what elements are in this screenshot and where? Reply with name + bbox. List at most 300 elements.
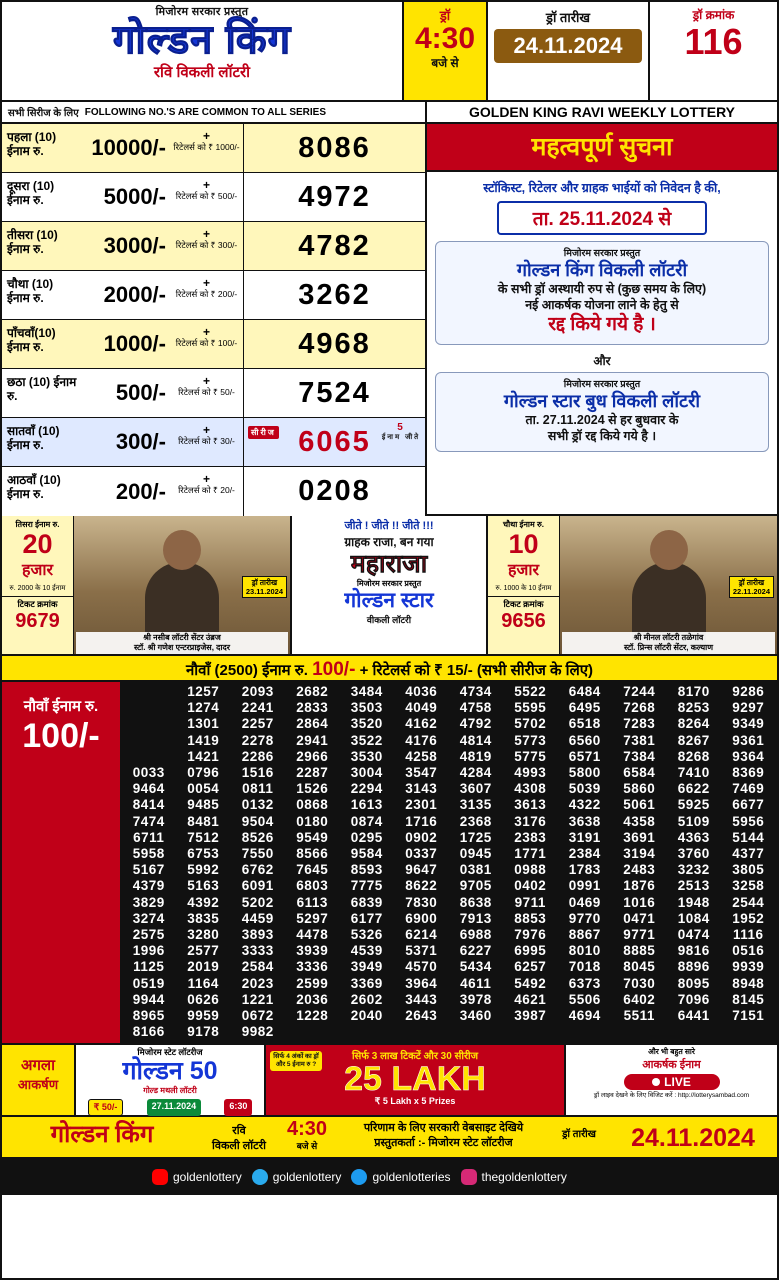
ninth-prize-number: 4284 [459,765,492,781]
ninth-prize-number: 0902 [405,829,438,845]
bottom-mid-line1: परिणाम के लिए सरकारी वेबसाइट देखिये [363,1122,524,1135]
ninth-prize-number: 9647 [405,862,438,878]
ninth-prize-number: 2278 [241,732,274,748]
live-note: ड्रॉ लाइव देखने के लिए विजिट करें : http://lotterysambad.com [593,1092,750,1100]
ninth-prize-number: 3443 [405,991,438,1007]
ninth-prize-number: 3520 [350,716,383,732]
winning-number: 3262 [298,278,371,311]
ninth-prize-number: 9364 [732,748,765,764]
notice-card2-lottery: गोल्डन स्टार बुध विकली लॉटरी [503,391,701,411]
ninth-prize-number: 6584 [623,765,656,781]
ninth-prize-section [2,682,777,1045]
next-attraction-line1: अगला [21,1057,55,1075]
winner-card [488,516,777,654]
ninth-prize-number: 3530 [350,748,383,764]
ninth-prize-number: 0469 [568,894,601,910]
golden50-side: गोल्ड मथली लॉटरी [143,1086,197,1096]
prize-amount: 500/- [115,380,166,405]
ninth-prize-number: 3949 [350,959,383,975]
ninth-prize-number: 6402 [623,991,656,1007]
ninth-prize-number: 2093 [241,684,274,699]
bottom-time [276,1117,338,1157]
ninth-prize-number: 8268 [677,748,710,764]
ninth-prize-number: 9297 [732,700,765,716]
golden50-date-chip: 27.11.2024 [147,1099,202,1116]
ninth-prize-number: 0381 [459,862,492,878]
ninth-prize-number: 0295 [350,829,383,845]
draw-time-value: 4:30 [414,22,476,55]
ninth-prize-number: 6753 [187,846,220,862]
ninth-prize-number: 6484 [568,684,601,699]
ninth-prize-number: 7244 [623,684,656,699]
ninth-prize-label: नौवाँ (2500) ईनाम रु. [185,662,308,679]
ninth-prize-number: 1716 [405,813,438,829]
ninth-prize-number: 3805 [732,862,765,878]
ninth-prize-number: 9771 [623,927,656,943]
notice-card-presenter: मिजोरम सरकार प्रस्तुत [563,248,641,259]
ninth-prize-number: 9464 [132,781,165,797]
ninth-prize-number: 7976 [514,927,547,943]
ninth-prize-number: 8045 [623,959,656,975]
ninth-prize-number: 6677 [732,797,765,813]
ninth-prize-number: 9982 [241,1024,274,1040]
notice-card-cancelled: रद्द किये गये है । [548,314,656,335]
ninth-prize-number: 1164 [187,975,219,991]
ninth-prize-number: 7645 [296,862,329,878]
ninth-prize-number: 1948 [677,894,710,910]
ninth-prize-number: 3691 [623,829,656,845]
winning-number: 8086 [298,131,371,164]
telegram-icon [252,1169,268,1185]
ninth-prize-number: 9549 [296,829,329,845]
notice-card2-presenter: मिजोरम सरकार प्रस्तुत [563,379,641,390]
lakh-caption: सिर्फ 3 लाख टिकटें और 30 सीरीज [351,1051,479,1063]
social-telegram[interactable] [242,1169,342,1185]
winner-prize-label: तिसरा ईनाम रु. [15,520,60,529]
youtube-icon [152,1169,168,1185]
lakh-side-note: सिर्फ 4 अंकों का ड्रॉ और 5 ईनाम रु ? [270,1051,322,1071]
ninth-prize-number: 2544 [732,894,765,910]
ninth-prize-number: 9770 [568,910,601,926]
ninth-prize-number: 1783 [568,862,601,878]
notice-card2-line1: ता. 27.11.2024 से हर बुधवार के [525,413,679,427]
ninth-prize-number: 0796 [187,765,220,781]
ninth-prize-number: 3004 [350,765,383,781]
ninth-prize-number: 7384 [623,748,656,764]
ninth-prize-number: 2241 [241,700,274,716]
ninth-prize-number: 5144 [732,829,765,845]
bottom-mid-line2: प्रस्तुतकर्ता :- मिजोरम स्टेट लॉटरीज [374,1137,513,1150]
ninth-prize-number: 1996 [132,943,165,959]
ninth-prize-number: 4363 [677,829,710,845]
live-line1: और भी बहुत सारे [648,1047,695,1057]
prize-row [2,271,425,320]
winner-name: श्री मीनल लॉटरी [633,633,680,642]
ninth-prize-number: 3194 [623,846,656,862]
ninth-prize-number: 5163 [187,878,220,894]
ninth-prize-number: 2023 [241,975,274,991]
ninth-prize-number: 2294 [350,781,383,797]
ninth-prize-number: 4308 [514,781,547,797]
winning-number: 0208 [298,475,371,507]
ninth-prize-number: 2599 [296,975,329,991]
winner-place: तळेगांव [681,633,704,642]
prize-name: पहला (10) ईनाम रु. [7,130,57,158]
ninth-prize-number: 0054 [187,781,220,797]
winner-caption [562,632,775,654]
prize-name: दूसरा (10) ईनाम रु. [7,179,55,207]
brand-title: गोल्डन किंग [112,18,292,62]
prize-name: छठा (10) ईनाम रु. [7,375,77,403]
ninth-prize-number: 2966 [296,748,329,764]
winner-draw-date-value: 23.11.2024 [245,587,283,596]
ninth-prize-number: 6227 [459,943,492,959]
lakh-subtext: ₹ 5 Lakh x 5 Prizes [374,1096,456,1107]
ninth-prize-number: 0868 [296,797,329,813]
ninth-prize-retailer: + रिटेलर्स को ₹ 15/- [359,662,473,679]
ninth-prize-number: 1274 [187,700,220,716]
ninth-prize-number: 1952 [732,910,765,926]
ninth-prize-number: 7283 [623,716,656,732]
social-instagram[interactable] [451,1169,567,1185]
ninth-sidebar-amount: 100/- [22,717,100,755]
ninth-prize-number: 1771 [514,846,547,862]
ninth-prize-number: 3547 [405,765,438,781]
retailer-bonus: + रिटेलर्स को ₹ 20/- [170,467,244,516]
ninth-prize-number: 2513 [677,878,710,894]
ninth-prize-number: 4611 [460,975,492,991]
winner-prize-footnote: रु. 1000 के 10 ईनाम [495,585,552,592]
ninth-prize-number: 8622 [405,878,438,894]
ninth-prize-number: 5371 [405,943,438,959]
ninth-prize-number: 9349 [732,716,765,732]
ninth-prize-number: 3835 [187,910,220,926]
ninth-prize-number: 0132 [241,797,274,813]
ninth-prize-number: 8253 [677,700,710,716]
ninth-prize-number: 9959 [187,1008,220,1024]
ninth-prize-number: 5039 [568,781,601,797]
ninth-prize-number: 1725 [459,829,492,845]
winner-strip [2,516,777,656]
ninth-prize-number: 3176 [514,813,547,829]
winner-photo [560,516,777,654]
ninth-prize-number: 6495 [568,700,601,716]
ninth-prize-number: 4734 [459,684,492,699]
ninth-prize-number: 3258 [732,878,765,894]
ninth-prize-number: 4036 [405,684,438,699]
winning-number: 7524 [298,376,371,409]
ninth-prize-number: 8948 [732,975,765,991]
ninth-prize-number: 6518 [568,716,601,732]
ninth-prize-number: 0474 [677,927,710,943]
prize-name: सातवाँ (10) ईनाम रु. [7,424,60,452]
prize-row [2,124,425,173]
winning-number [244,418,425,466]
ninth-prize-number: 2575 [132,927,165,943]
social-twitter[interactable] [341,1169,450,1185]
ninth-prize-number: 5860 [623,781,656,797]
ninth-prize-number: 3978 [459,991,492,1007]
ninth-prize-number: 8414 [132,797,165,813]
ninth-prize-number: 2577 [187,943,220,959]
ninth-prize-number: 4322 [568,797,601,813]
ninth-prize-number: 6900 [405,910,438,926]
live-badge-label: LIVE [664,1075,691,1090]
ninth-prize-number: 5958 [132,846,165,862]
ninth-prize-number: 5434 [459,959,492,975]
ninth-prize-number: 6571 [568,748,601,764]
social-instagram-handle: thegoldenlottery [481,1170,567,1185]
ninth-prize-number: 7381 [623,732,656,748]
ninth-prize-number: 2257 [241,716,274,732]
winner-name: श्री नसीब लॉटरी सेंटर [143,633,204,642]
ninth-prize-number: 4049 [405,700,438,716]
ninth-prize-number: 7030 [623,975,656,991]
ninth-prize-number: 6373 [568,975,601,991]
ninth-prize-number: 5109 [677,813,710,829]
prize-row [2,418,425,467]
draw-number-box [648,2,777,100]
ninth-prize-number: 3893 [241,927,274,943]
winning-number: 4972 [298,180,371,213]
ninth-prize-number: 8566 [296,846,329,862]
ninth-prize-number: 9361 [732,732,765,748]
draw-number-label: ड्रॉ क्रमांक [692,8,735,22]
winner-stockist: स्टॉ. श्री गणेश एन्टरप्राइजेस, दादर [134,643,230,652]
lakh-promo [266,1045,566,1115]
ninth-prize-number: 8170 [677,684,710,699]
bottom-bar [2,1117,777,1159]
ninth-prize-number: 6622 [677,781,710,797]
winning-number-value: 6065 [298,425,371,458]
prize-amount: 2000/- [103,282,166,307]
retailer-bonus: + रिटेलर्स को ₹ 1000/- [170,124,244,172]
ninth-prize-number: 5702 [514,716,547,732]
ninth-prize-header [2,656,777,682]
series-title-bar [2,102,777,124]
ninth-prize-number: 6988 [459,927,492,943]
ninth-prize-number: 3638 [568,813,601,829]
ninth-prize-number: 0945 [459,846,492,862]
prize-amount: 1000/- [103,331,166,356]
prize-row [2,222,425,271]
notice-heading: महत्वपूर्ण सुचना [427,124,777,172]
golden50-price-chip: ₹ 50/- [88,1099,124,1116]
ninth-prize-number: 8638 [459,894,492,910]
winner-prize-box [488,516,560,654]
notice-card-one [435,241,769,345]
ninth-prize-number: 8369 [732,765,765,781]
bottom-brand [2,1117,202,1157]
ninth-prize-number: 8481 [187,813,220,829]
ninth-prize-number: 3143 [405,781,438,797]
live-badge[interactable] [624,1074,720,1090]
prize-row [2,369,425,418]
prize-amount: 5000/- [103,184,166,209]
ninth-prize-number-blank [122,749,176,765]
winning-number: 4968 [298,327,371,360]
ninth-sidebar-label: नौवाँ ईनाम रु. [23,698,99,715]
winner-draw-date-label: ड्रॉ तारीख [738,578,765,587]
prize-amount: 10000/- [91,135,166,160]
ninth-prize-number: 2864 [296,716,329,732]
winner-ticket-number: 9656 [501,610,546,632]
ninth-prize-number: 3280 [187,927,220,943]
ninth-prize-number: 2682 [296,684,329,699]
ninth-prize-number: 4162 [405,716,438,732]
bottom-time-suffix: बजे से [296,1141,318,1152]
star-promo-card [292,516,488,654]
next-attraction-line2: आकर्षण [17,1077,59,1093]
prize-amount: 3000/- [103,233,166,258]
ninth-prize-number: 1116 [732,927,764,943]
prize-name: चौथा (10) ईनाम रु. [7,277,54,305]
ninth-prize-number: 2286 [241,748,274,764]
ninth-prize-number: 1016 [623,894,656,910]
winner-place: उंब्रज [205,633,221,642]
ninth-prize-number: 5511 [623,1008,655,1024]
series-note-english: FOLLOWING NO.'S ARE COMMON TO ALL SERIES [84,106,327,118]
winner-prize-unit: हजार [21,562,54,579]
series-note-hindi: सभी सिरीज के लिए [8,108,79,119]
ninth-prize-number: 5956 [732,813,765,829]
ninth-prize-number: 2287 [296,765,329,781]
golden50-promo [76,1045,266,1115]
ninth-prize-number: 8885 [623,943,656,959]
draw-time-label: ड्रॉ [439,8,451,23]
bottom-time-value: 4:30 [286,1118,328,1141]
ninth-prize-number: 8965 [132,1008,165,1024]
social-bar [2,1159,777,1273]
ninth-prize-number: 1257 [187,684,220,699]
notice-card-line2: नई आकर्षक योजना लाने के हेतु से [525,298,679,312]
ninth-prize-number: 0180 [296,813,329,829]
ninth-prize-number: 8853 [514,910,547,926]
series-note [2,102,427,122]
ninth-prize-number: 5775 [514,748,547,764]
ninth-prize-number: 2643 [405,1008,438,1024]
ninth-prize-number: 1516 [241,765,274,781]
winner-draw-date-label: ड्रॉ तारीख [251,578,278,587]
prize-row [2,467,425,516]
ninth-prize-number: 5326 [350,927,383,943]
ninth-prize-number: 3232 [677,862,710,878]
winner-prize-label: चौथा ईनाम रु. [502,520,544,529]
social-youtube-handle: goldenlottery [173,1170,242,1185]
retailer-bonus: + रिटेलर्स को ₹ 200/- [170,271,244,319]
brand-presenter: मिजोरम सरकार प्रस्तुत [155,6,249,18]
important-notice [427,124,777,514]
winner-draw-date [729,576,774,598]
prize-count-text: ईनाम जीते [381,433,421,441]
retailer-bonus-text: रिटेलर्स को ₹ 100/- [175,338,238,348]
ninth-prize-number: 3939 [296,943,329,959]
ninth-prize-number: 0672 [241,1008,274,1024]
next-attraction-box [2,1045,76,1115]
ninth-prize-number: 4621 [514,991,547,1007]
ninth-prize-number: 4792 [459,716,492,732]
ninth-prize-number: 9939 [732,959,765,975]
ninth-prize-number: 3333 [241,943,274,959]
series-tag: सीरीज [248,426,279,439]
draw-date-box [488,2,648,100]
ninth-prize-number: 6803 [296,878,329,894]
ninth-prize-number: 0516 [732,943,765,959]
retailer-bonus-text: रिटेलर्स को ₹ 200/- [175,289,238,299]
winner-face [650,530,688,570]
ninth-prize-number: 7474 [132,813,165,829]
social-youtube[interactable] [2,1169,242,1185]
ninth-prize-number: 7268 [623,700,656,716]
ninth-prize-number: 2368 [459,813,492,829]
ninth-prize-number: 4459 [241,910,274,926]
ninth-prize-number: 9705 [459,878,492,894]
ninth-prize-number: 7830 [405,894,438,910]
winner-prize-unit: हजार [507,562,540,579]
ninth-prize-number: 0402 [514,878,547,894]
ninth-prize-number: 6839 [350,894,383,910]
ninth-prize-number: 8095 [677,975,710,991]
golden50-time-chip: 6:30 [224,1099,252,1116]
ninth-prize-number: 9178 [187,1024,220,1040]
ninth-prize-number: 9485 [187,797,220,813]
instagram-icon [461,1169,477,1185]
ninth-prize-number-blank [122,684,176,700]
winner-ticket-number: 9679 [15,610,60,632]
ninth-prize-number: 0991 [568,878,601,894]
notice-card-two [435,372,769,452]
ninth-prize-number: 2019 [187,959,220,975]
ninth-prize-number: 7096 [677,991,710,1007]
ninth-prize-number: 5595 [514,700,547,716]
ninth-prize-number: 4539 [350,943,383,959]
retailer-bonus: + रिटेलर्स को ₹ 50/- [170,369,244,417]
notice-effective-date: ता. 25.11.2024 से [497,201,707,235]
ninth-prize-number: 3613 [514,797,547,813]
ninth-prize-number: 4814 [459,732,492,748]
ninth-prize-number: 4176 [405,732,438,748]
ninth-prize-number: 1221 [241,991,274,1007]
ninth-prize-number: 3460 [459,1008,492,1024]
winner-card [2,516,292,654]
draw-number-value: 116 [684,21,743,62]
ninth-prize-number: 3369 [350,975,383,991]
ninth-prize-number: 7151 [732,1008,765,1024]
ninth-prize-number: 8593 [350,862,383,878]
lottery-name: GOLDEN KING RAVI WEEKLY LOTTERY [468,104,736,120]
ninth-prize-number: 2383 [514,829,547,845]
ninth-prize-number: 8264 [677,716,710,732]
ninth-prize-number: 0033 [132,765,165,781]
retailer-bonus: + रिटेलर्स को ₹ 300/- [170,222,244,270]
ninth-prize-number: 4377 [732,846,765,862]
prize-name: तीसरा (10) ईनाम रु. [7,228,58,256]
ninth-prize-number: 7512 [187,829,220,845]
notice-card-line1: के सभी ड्रॉ अस्थायी रुप से (कुछ समय के लिए) [497,282,707,296]
draw-time-box [402,2,488,100]
ninth-prize-number: 7469 [732,781,765,797]
ninth-prize-number: 0519 [132,975,165,991]
winner-ticket-label: टिकट क्रमांक [2,596,73,610]
star-promo-weekly: वीकली लॉटरी [366,615,412,625]
ninth-prize-number: 4478 [296,927,329,943]
retailer-bonus-text: रिटेलर्स को ₹ 20/- [178,485,235,495]
notice-card-lottery: गोल्डन किंग विकली लॉटरी [516,260,688,280]
ninth-prize-number-blank [122,733,176,749]
ninth-prize-number: 5492 [514,975,547,991]
ninth-prize-number: 1876 [623,878,656,894]
retailer-bonus: + रिटेलर्स को ₹ 30/- [170,418,244,466]
